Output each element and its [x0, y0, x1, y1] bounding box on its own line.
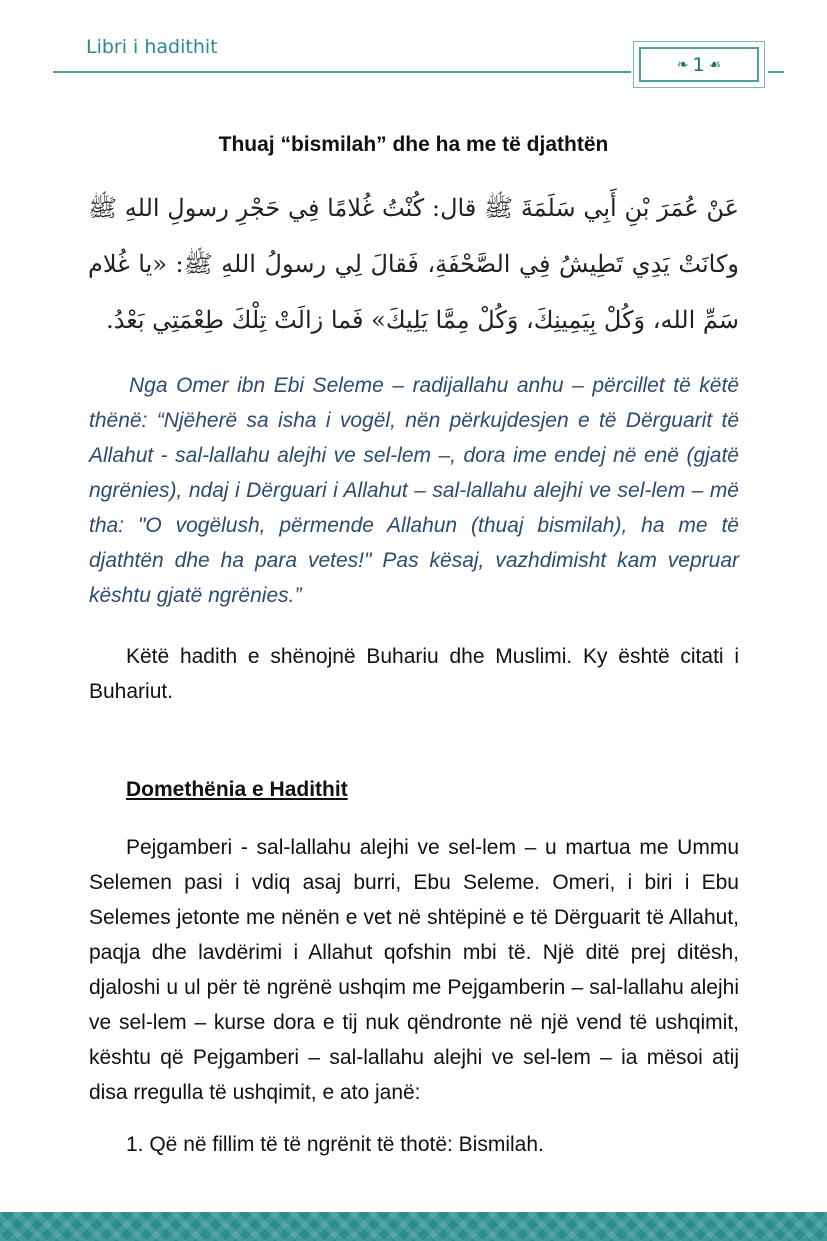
hadith-title: Thuaj “bismilah” dhe ha me të djathtën — [218, 133, 609, 156]
page-number: 1 — [692, 53, 705, 76]
hadith-translation: Nga Omer ibn Ebi Seleme – radijallahu anhu – përcillet të këtë thënë: “Njëherë sa isha i vogël, nën përkujdesjen e të Dërguarit të Allahut - sal-lallahu alejhi ve sel-lem –, dora ime endej në enë (gjatë ngrënies), ndaj i Dërguari i Allahut – sal-lallahu alejhi ve sel-lem – më tha: "O vogëlush, përmende Allahun (thuaj bismilah), ha me të djathtën dhe ha para vetes!" Pas kësaj, vazhdimisht kam vepruar kështu gjatë ngrënies.” — [89, 374, 739, 607]
arabic-hadith-text: عَنْ عُمَرَ بْنِ أَبِي سَلَمَةَ ﷺ قال: كُنْتُ غُلامًا فِي حَجْرِ رسولِ اللهِ ﷺ وكانَتْ يَدِي تَطِيشُ فِي الصَّحْفَةِ، فَقالَ لِي رسولُ اللهِ ﷺ: «يا غُلام سَمِّ الله، وَكُلْ بِيَمِينِكَ، وَكُلْ مِمَّا يَلِيكَ» فَما زالَتْ تِلْكَ طِعْمَتِي بَعْدُ. — [88, 194, 739, 334]
book-title: Libri i hadithit — [86, 36, 218, 58]
header-rule — [53, 71, 631, 73]
footer-ornament-band — [0, 1212, 827, 1241]
explanation-paragraph: Pejgamberi - sal-lallahu alejhi ve sel-lem – u martua me Ummu Selemen pasi i vdiq asaj burri, Ebu Seleme. Omeri, i biri i Ebu Selemes jetonte me nënën e vet në shtëpinë e të Dërguarit të Allahut, paqja dhe lavdërimi i Allahut qofshin mbi të. Një ditë prej ditësh, djaloshi u ul për të ngrënë ushqim me Pejgamberin – sal-lallahu alejhi ve sel-lem – kurse dora e tij nuk qëndronte në një vend të ushqimit, kështu që Pejgamberi – sal-lallahu alejhi ve sel-lem – ia mësoi atij disa rregulla të ushqimit, e ato janë: — [89, 836, 739, 1104]
page-number-frame — [639, 47, 759, 82]
page-number-box — [633, 41, 765, 88]
ornament-right-icon: ☙ — [708, 56, 722, 73]
header-rule-right — [768, 71, 784, 73]
ornament-left-icon: ❧ — [676, 56, 689, 73]
list-item: 1. Që në fillim të të ngrënit të thotë: Bismilah. — [126, 1133, 544, 1156]
section-heading: Domethënia e Hadithit — [126, 778, 348, 801]
source-note: Këtë hadith e shënojnë Buhariu dhe Muslimi. Ky është citati i Buhariut. — [89, 645, 739, 703]
